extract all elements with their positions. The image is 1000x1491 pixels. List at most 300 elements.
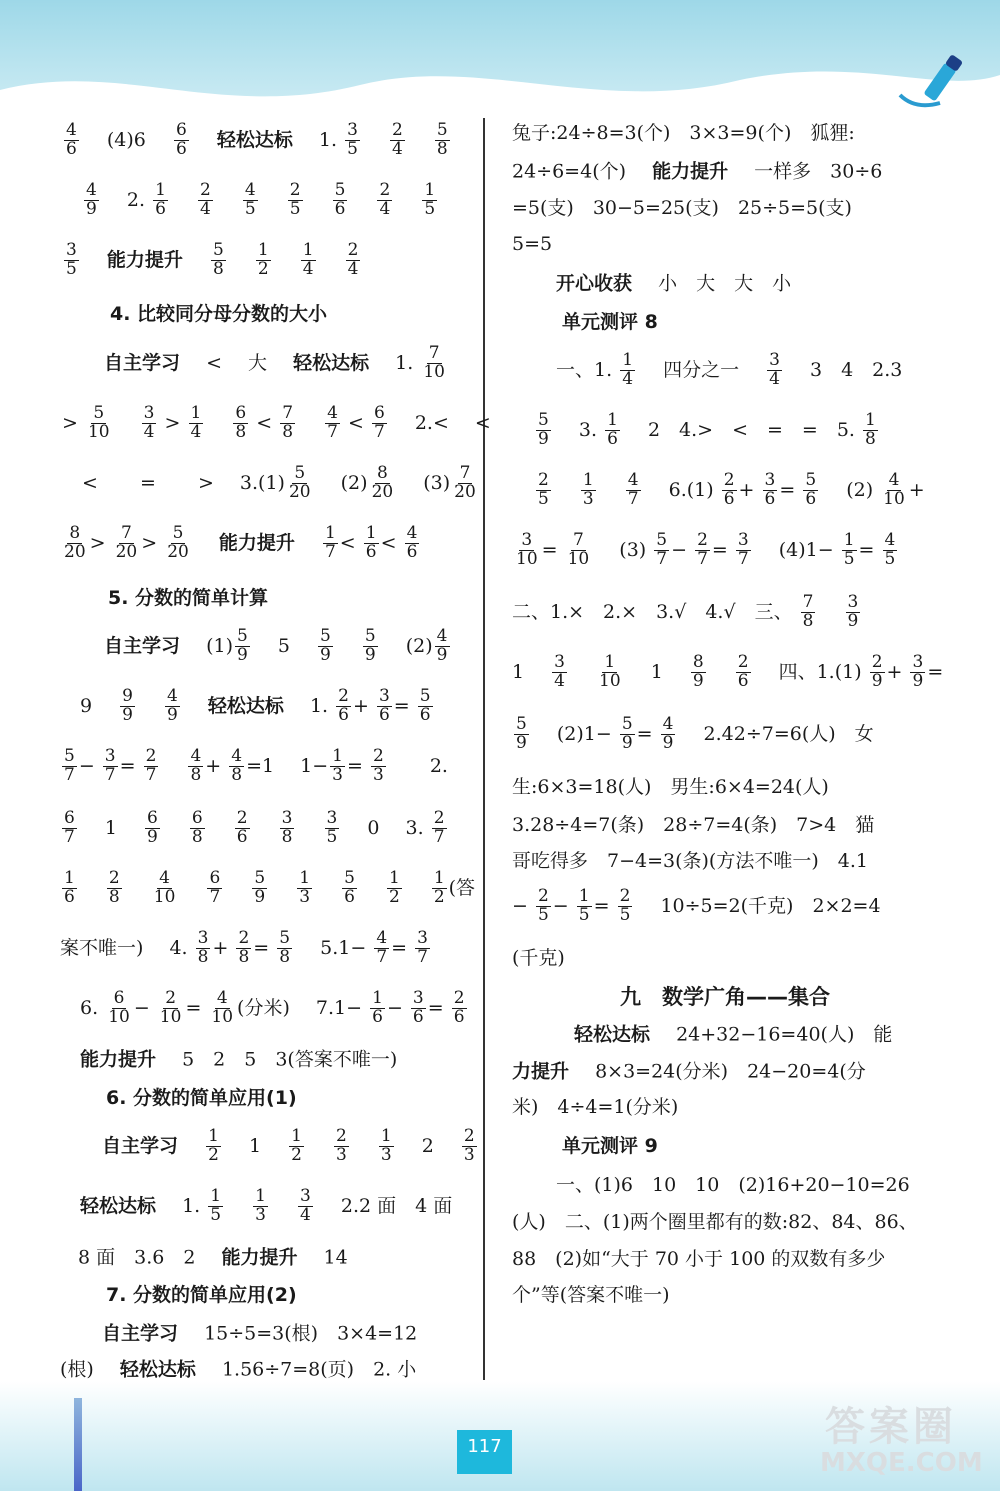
fraction (280, 405, 295, 442)
answer-text: 案不唯一) (60, 936, 144, 959)
chapter-heading: 九 数学广角——集合 (620, 985, 830, 1009)
fraction-numerator: 1 (64, 868, 75, 888)
fraction-denominator: 4 (143, 421, 155, 442)
fraction (691, 654, 706, 691)
fraction (107, 870, 122, 907)
fraction-denominator: 8 (197, 946, 209, 967)
answer-text: > (141, 531, 158, 554)
fraction-denominator: 5 (347, 138, 358, 159)
answer-line (104, 345, 449, 382)
section-heading: 单元测评 8 (562, 311, 658, 333)
fraction-numerator: 7 (802, 592, 814, 612)
answer-text: 1. (309, 694, 329, 717)
fraction (346, 242, 361, 279)
fraction-numerator: 1 (208, 1126, 219, 1146)
fraction (345, 122, 360, 159)
fraction-denominator: 6 (378, 704, 390, 725)
fraction-denominator: 6 (764, 488, 776, 509)
fraction (174, 122, 189, 159)
fraction-numerator: 1 (388, 868, 400, 888)
answer-text: − (133, 996, 150, 1019)
fraction-numerator: 9 (122, 686, 133, 706)
fraction-denominator: 8 (281, 826, 293, 847)
fraction-numerator: 2 (379, 180, 391, 200)
answer-text: + (908, 478, 925, 501)
column-divider (483, 118, 485, 1380)
fraction-numerator: 7 (459, 463, 471, 483)
fraction-denominator: 4 (769, 368, 780, 389)
fraction-denominator: 8 (865, 428, 876, 449)
exercise-label: 轻松达标 (80, 1194, 157, 1217)
fraction-denominator: 6 (607, 428, 618, 449)
answer-line: 3.28÷4=7(条) 28÷7=4(条) 7>4 猫 (512, 814, 875, 836)
fraction-denominator: 9 (364, 644, 376, 665)
answer-line: 个”等(答案不唯一) (512, 1284, 670, 1306)
fraction (211, 242, 226, 279)
answer-text: = (253, 936, 270, 959)
fraction (229, 748, 244, 785)
fraction-denominator: 4 (302, 258, 314, 279)
fraction-numerator: 2 (697, 530, 708, 550)
fraction (374, 930, 389, 967)
fraction-denominator: 9 (147, 826, 158, 847)
exercise-label: 自主学习 (104, 634, 181, 657)
fraction-numerator: 3 (417, 928, 428, 948)
fraction (620, 352, 635, 389)
fraction (297, 870, 312, 907)
fraction (287, 465, 313, 502)
fraction-numerator: 2 (537, 886, 549, 906)
answer-text: (2) (405, 634, 433, 657)
fraction-numerator: 2 (391, 120, 403, 140)
fraction (801, 594, 816, 631)
fraction-denominator: 2 (208, 1144, 219, 1165)
fraction-numerator: 4 (884, 530, 896, 550)
fraction-numerator: 4 (167, 686, 178, 706)
fraction-denominator: 7 (209, 886, 221, 907)
fraction-denominator: 8 (436, 138, 448, 159)
fraction (106, 990, 132, 1027)
fraction (846, 594, 861, 631)
fraction (881, 472, 907, 509)
fraction-denominator: 6 (365, 541, 377, 562)
answer-text: > (62, 411, 78, 434)
answer-line (82, 465, 480, 502)
answer-line (62, 242, 362, 279)
fraction-numerator: 1 (380, 1126, 392, 1146)
fraction-denominator: 10 (159, 1006, 182, 1027)
section-heading: 6. 分数的简单应用(1) (106, 1087, 297, 1109)
fraction (379, 1128, 394, 1165)
answer-text: + (352, 694, 369, 717)
fraction-numerator: 2 (723, 470, 735, 490)
fraction (767, 352, 782, 389)
answer-text: 二、1.× 2.× 3.√ 4.√ 三、 (512, 600, 793, 623)
answer-text: 6. (80, 996, 99, 1019)
fraction (235, 628, 250, 665)
answer-line (102, 1128, 479, 1165)
fraction-denominator: 6 (344, 886, 355, 907)
fraction-denominator: 9 (912, 670, 924, 691)
fraction (277, 930, 292, 967)
answer-line: 生:6×3=18(人) 男生:6×4=24(人) (512, 776, 829, 798)
fraction-numerator: 4 (406, 523, 418, 543)
answer-text: (答 (448, 876, 476, 899)
fraction-numerator: 4 (86, 180, 97, 200)
answer-line (556, 272, 791, 295)
fraction-numerator: 1 (582, 470, 594, 490)
exercise-label: 轻松达标 (119, 1358, 196, 1381)
fraction-denominator: 10 (516, 548, 538, 569)
fraction-denominator: 6 (453, 1006, 465, 1027)
fraction-denominator: 6 (175, 138, 187, 159)
fraction (405, 525, 420, 562)
fraction-numerator: 5 (419, 686, 431, 706)
fraction (803, 472, 818, 509)
fraction-denominator: 7 (656, 548, 668, 569)
fraction (330, 748, 345, 785)
answer-line (80, 1048, 397, 1071)
fraction (435, 122, 450, 159)
fraction (736, 532, 751, 569)
exercise-label: 轻松达标 (293, 351, 370, 374)
answer-text: < (82, 471, 98, 494)
answer-text: − (78, 754, 95, 777)
fraction-denominator: 2 (257, 258, 269, 279)
fraction-numerator: 1 (843, 530, 855, 550)
fraction (62, 525, 88, 562)
section-heading: 4. 比较同分母分数的大小 (110, 303, 328, 325)
fraction-denominator: 7 (64, 764, 75, 785)
fraction (298, 1188, 313, 1225)
answer-line (62, 405, 491, 442)
fraction-numerator: 8 (69, 523, 81, 543)
exercise-label: 自主学习 (102, 1134, 179, 1157)
fraction-denominator: 20 (288, 481, 311, 502)
fraction-numerator: 1 (372, 988, 383, 1008)
answer-text: (分米) (237, 996, 290, 1019)
fraction-denominator: 2 (291, 1144, 302, 1165)
fraction (152, 870, 178, 907)
exercise-label: 自主学习 (104, 351, 181, 374)
answer-text: 10÷5=2(千克) 2×2=4 (660, 894, 881, 917)
fraction-denominator: 6 (338, 704, 349, 725)
fraction-denominator: 3 (299, 886, 311, 907)
answer-line (512, 1060, 866, 1083)
fraction-numerator: 2 (108, 868, 120, 888)
answer-text: (根) (60, 1358, 94, 1381)
fraction-denominator: 5 (66, 258, 77, 279)
answer-text: 大 (248, 351, 268, 374)
fraction (842, 532, 857, 569)
fraction (158, 990, 184, 1027)
fraction-denominator: 10 (153, 886, 176, 907)
fraction-numerator: 8 (376, 463, 388, 483)
answer-line (78, 1246, 348, 1269)
fraction (552, 654, 567, 691)
fraction (190, 810, 205, 847)
fraction (323, 525, 338, 562)
fraction-numerator: 2 (433, 808, 445, 828)
fraction-denominator: 6 (723, 488, 735, 509)
fraction-denominator: 8 (191, 826, 203, 847)
fraction-numerator: 3 (104, 746, 116, 766)
fraction-numerator: 1 (255, 1186, 266, 1206)
fraction (421, 345, 447, 382)
fraction (62, 810, 77, 847)
fraction (153, 182, 168, 219)
fraction-numerator: 4 (190, 746, 202, 766)
fraction-denominator: 9 (436, 644, 448, 665)
fraction-numerator: 3 (847, 592, 859, 612)
fraction-numerator: 2 (145, 746, 157, 766)
fraction (165, 688, 180, 725)
fraction-numerator: 5 (254, 868, 266, 888)
fraction-numerator: 1 (332, 746, 343, 766)
fraction-numerator: 4 (66, 120, 77, 140)
fraction (536, 888, 551, 925)
answer-text: < (339, 531, 356, 554)
fraction-numerator: 3 (143, 403, 155, 423)
fraction-denominator: 9 (871, 670, 883, 691)
answer-text: = (593, 894, 610, 917)
fraction-numerator: 5 (279, 928, 291, 948)
fraction (253, 1188, 268, 1225)
fraction-denominator: 10 (108, 1006, 130, 1027)
fraction (252, 870, 267, 907)
fraction-numerator: 5 (294, 463, 306, 483)
fraction-denominator: 8 (190, 764, 202, 785)
exercise-label: 轻松达标 (574, 1023, 651, 1046)
exercise-label: 能力提升 (218, 531, 295, 554)
fraction-numerator: 5 (538, 410, 549, 430)
exercise-label: 轻松达标 (207, 694, 284, 717)
fraction-denominator: 6 (155, 198, 166, 219)
fraction-denominator: 7 (64, 826, 75, 847)
answer-line (80, 1188, 452, 1225)
fraction-numerator: 1 (155, 180, 166, 200)
fraction (318, 628, 333, 665)
fraction-numerator: 5 (344, 868, 355, 888)
fraction-numerator: 6 (209, 868, 221, 888)
fraction-numerator: 4 (627, 470, 639, 490)
fraction-denominator: 3 (255, 1204, 266, 1225)
fraction (370, 465, 396, 502)
fraction-numerator: 5 (621, 714, 633, 734)
fraction-denominator: 9 (847, 610, 859, 631)
answer-text: 9 (80, 694, 93, 717)
answer-line (512, 888, 881, 925)
fraction (62, 870, 77, 907)
fraction-denominator: 7 (417, 946, 428, 967)
fraction-denominator: 8 (108, 886, 120, 907)
fraction-numerator: 2 (338, 686, 349, 706)
fraction (377, 182, 392, 219)
fraction-denominator: 6 (737, 670, 749, 691)
left-color-strip (74, 1398, 82, 1491)
answer-text: = (185, 996, 202, 1019)
fraction-numerator: 3 (769, 350, 780, 370)
fraction-numerator: 2 (463, 1126, 475, 1146)
answer-text: 1. (182, 1194, 201, 1217)
fraction (722, 472, 737, 509)
answer-text: 4. (169, 936, 188, 959)
fraction-numerator: 3 (764, 470, 776, 490)
exercise-label: 能力提升 (106, 248, 183, 271)
fraction-denominator: 10 (423, 361, 445, 382)
fraction (514, 532, 540, 569)
fraction-denominator: 2 (388, 886, 400, 907)
fraction (372, 405, 387, 442)
fraction-numerator: 7 (573, 530, 584, 550)
answer-line (60, 1358, 416, 1381)
answer-text: 8 面 3.6 2 (78, 1246, 196, 1269)
answer-text: 小 大 大 小 (658, 272, 792, 295)
fraction (763, 472, 778, 509)
fraction-denominator: 5 (884, 548, 896, 569)
answer-line (102, 1322, 417, 1345)
fraction-denominator: 4 (554, 670, 565, 691)
exercise-label: 能力提升 (221, 1246, 298, 1269)
fraction-numerator: 4 (888, 470, 900, 490)
answer-text: − (671, 538, 688, 561)
fraction-numerator: 1 (210, 1186, 222, 1206)
fraction (415, 930, 430, 967)
answer-text: 2.< (414, 411, 449, 434)
fraction (364, 525, 379, 562)
answer-text: 1.56÷7=8(页) 2. 小 (221, 1358, 417, 1381)
fraction (64, 122, 79, 159)
fraction (256, 242, 271, 279)
fraction-numerator: 1 (299, 868, 311, 888)
answer-text: 1 (248, 1134, 262, 1157)
answer-text: = (779, 478, 796, 501)
fraction-numerator: 1 (257, 240, 269, 260)
exercise-label: 轻松达标 (216, 128, 293, 151)
fraction-numerator: 3 (521, 530, 533, 550)
fraction-numerator: 1 (578, 886, 590, 906)
fraction (462, 1128, 477, 1165)
fraction-denominator: 6 (412, 1006, 424, 1027)
fraction-denominator: 5 (538, 488, 549, 509)
fraction-numerator: 5 (212, 240, 224, 260)
answer-line: 米) 4÷4=1(分米) (512, 1096, 679, 1118)
fraction (514, 716, 529, 753)
fraction (209, 990, 235, 1027)
answer-text: = (858, 538, 875, 561)
answer-line (62, 122, 452, 159)
fraction-denominator: 3 (380, 1144, 392, 1165)
fraction (695, 532, 710, 569)
answer-line (534, 472, 925, 509)
answer-line (104, 628, 452, 665)
fraction (103, 748, 118, 785)
answer-text: 24÷6=4(个) (512, 160, 627, 183)
answer-text: 一、1. (556, 358, 613, 381)
fraction-numerator: 5 (805, 470, 817, 490)
fraction-denominator: 7 (145, 764, 157, 785)
answer-line (512, 532, 899, 569)
answer-text: (2) (846, 478, 874, 501)
fraction (342, 870, 357, 907)
answer-text: 5 2 5 3(答案不唯一) (182, 1048, 398, 1071)
answer-text: (3) (619, 538, 647, 561)
fraction-denominator: 20 (371, 481, 394, 502)
answer-line (80, 990, 469, 1027)
answer-line (512, 160, 882, 183)
answer-text: = (139, 471, 156, 494)
fraction-numerator: 4 (436, 626, 448, 646)
top-wave-decoration (0, 50, 1000, 130)
fraction (418, 688, 433, 725)
fraction-denominator: 3 (372, 764, 384, 785)
fraction-numerator: 5 (64, 746, 75, 766)
fraction-numerator: 1 (302, 240, 314, 260)
fraction (411, 990, 426, 1027)
fraction-denominator: 5 (244, 198, 256, 219)
fraction-numerator: 7 (121, 523, 132, 543)
answer-text: − (552, 894, 569, 917)
fraction (597, 654, 623, 691)
fraction-denominator: 6 (406, 541, 418, 562)
answer-text: < (206, 351, 222, 374)
watermark-url: MXQE.COM (820, 1448, 983, 1478)
fraction-denominator: 5 (210, 1204, 222, 1225)
fraction-numerator: 3 (347, 120, 358, 140)
answer-line (556, 352, 902, 389)
answer-text: 8×3=24(分米) 24−20=4(分 (595, 1060, 866, 1083)
fraction-numerator: 2 (737, 652, 749, 672)
fraction-denominator: 5 (619, 904, 631, 925)
fraction-numerator: 2 (538, 470, 549, 490)
answer-line (60, 930, 432, 967)
fraction-numerator: 2 (347, 240, 359, 260)
fraction (654, 532, 669, 569)
fraction-numerator: 5 (436, 120, 448, 140)
fraction-denominator: 2 (433, 886, 445, 907)
fraction (145, 810, 160, 847)
fraction-denominator: 5 (289, 198, 301, 219)
answer-text: 2 (421, 1134, 434, 1157)
answer-text: 2. (126, 188, 146, 211)
fraction-denominator: 8 (235, 421, 247, 442)
fraction-numerator: 6 (191, 808, 203, 828)
fraction-numerator: 3 (326, 808, 338, 828)
fraction-denominator: 6 (334, 198, 346, 219)
fraction-numerator: 2 (165, 988, 177, 1008)
answer-text: < (347, 411, 364, 434)
exercise-label: 自主学习 (102, 1322, 179, 1345)
answer-text: 2. (429, 754, 448, 777)
answer-text: (3) (423, 471, 451, 494)
section-heading: 5. 分数的简单计算 (108, 587, 269, 609)
fraction-numerator: 8 (692, 652, 704, 672)
fraction-numerator: 3 (412, 988, 424, 1008)
fraction-numerator: 3 (912, 652, 924, 672)
fraction-numerator: 6 (235, 403, 247, 423)
answer-text: (4)6 (106, 128, 146, 151)
answer-text: 2 4.> < = = 5. (647, 418, 855, 441)
fraction-denominator: 4 (300, 1204, 311, 1225)
fraction (142, 405, 157, 442)
answer-line (60, 870, 475, 907)
answer-text: 2.2 面 4 面 (340, 1194, 453, 1217)
fraction-denominator: 10 (211, 1006, 234, 1027)
answer-line (60, 748, 448, 785)
fraction-denominator: 4 (622, 368, 634, 389)
answer-text: < (256, 411, 273, 434)
answer-text: 一样多 30÷6 (754, 160, 883, 183)
